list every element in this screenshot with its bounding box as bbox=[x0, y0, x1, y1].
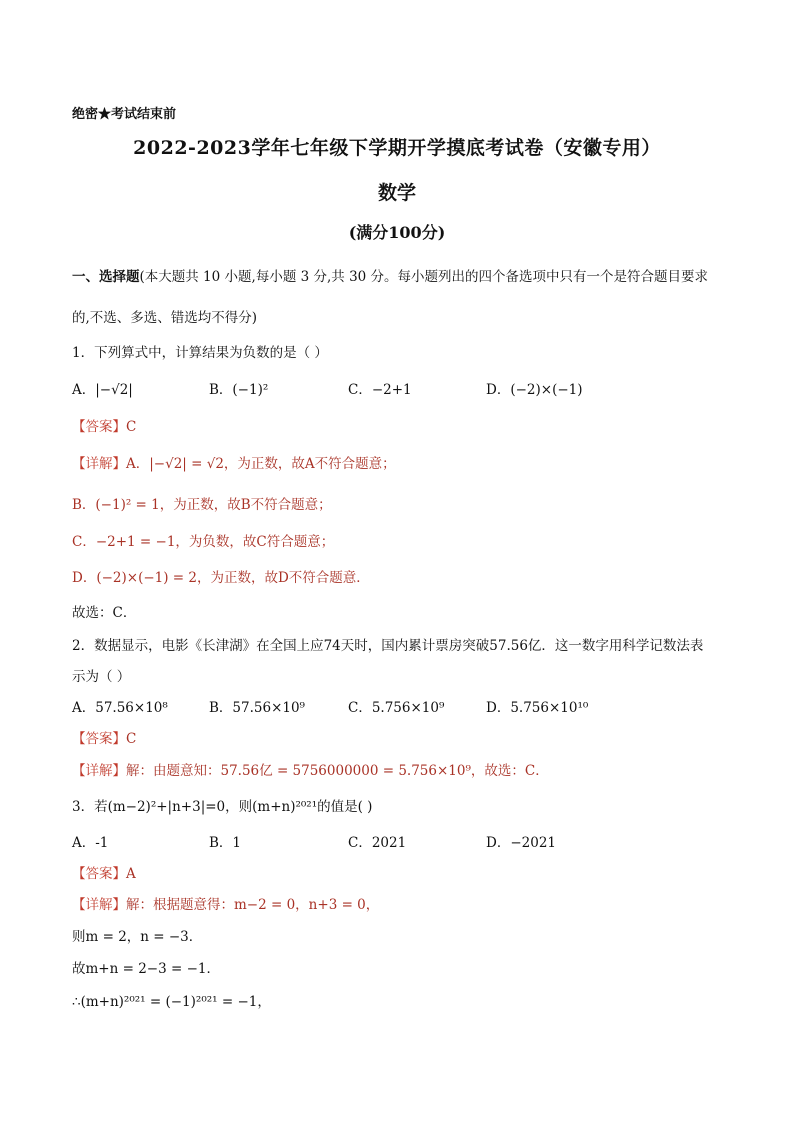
section-title: 一、选择题 bbox=[72, 269, 140, 285]
q1-detail-5: 故选：C． bbox=[72, 605, 137, 621]
q3-detail-3: 故m+n = 2−3 = −1． bbox=[72, 961, 220, 977]
q3-option-c: C．2021 bbox=[348, 835, 407, 851]
question-1-stem: 1．下列算式中，计算结果为负数的是（ ） bbox=[72, 345, 328, 361]
detail-text: A．|−√2| = √2，为正数，故A不符合题意； bbox=[126, 456, 396, 472]
q1-option-c: C．−2+1 bbox=[348, 382, 412, 398]
section-desc-2: 的,不选、多选、错选均不得分) bbox=[72, 310, 258, 326]
answer-value: C bbox=[126, 419, 137, 435]
q2-option-a: A．57.56×10⁸ bbox=[72, 700, 168, 716]
q3-detail-1 bbox=[72, 893, 379, 913]
answer-value: A bbox=[126, 866, 136, 882]
q1-option-a: A．|−√2| bbox=[72, 382, 133, 398]
question-3-stem: 3．若(m−2)²+|n+3|=0，则(m+n)²⁰²¹的值是( ) bbox=[72, 799, 373, 815]
full-score: (满分100分) bbox=[348, 223, 446, 242]
q3-option-d: D．−2021 bbox=[486, 835, 556, 851]
detail-tag: 【详解】 bbox=[72, 897, 126, 913]
answer-tag: 【答案】 bbox=[72, 866, 126, 882]
exam-title: 2022-2023学年七年级下学期开学摸底考试卷（安徽专用） bbox=[133, 137, 661, 159]
answer-value: C bbox=[126, 731, 137, 747]
q2-answer bbox=[72, 727, 136, 747]
q1-detail-4: D．(−2)×(−1) = 2，为正数，故D不符合题意． bbox=[72, 570, 370, 586]
answer-tag: 【答案】 bbox=[72, 419, 126, 435]
detail-text: 解：由题意知：57.56亿 = 5756000000 = 5.756×10⁹，故选：C． bbox=[126, 763, 549, 779]
q1-detail-1 bbox=[72, 452, 396, 472]
subject-title: 数学 bbox=[377, 182, 416, 204]
q3-option-b: B．1 bbox=[209, 835, 242, 851]
q2-option-d: D．5.756×10¹⁰ bbox=[486, 700, 589, 716]
q2-option-c: C．5.756×10⁹ bbox=[348, 700, 445, 716]
q3-detail-2: 则m = 2，n = −3． bbox=[72, 929, 203, 945]
q3-option-a: A．-1 bbox=[72, 835, 109, 851]
q1-detail-3: C．−2+1 = −1，为负数，故C符合题意； bbox=[72, 534, 335, 550]
detail-text: 解：根据题意得：m−2 = 0，n+3 = 0， bbox=[126, 897, 380, 913]
q3-detail-4: ∴(m+n)²⁰²¹ = (−1)²⁰²¹ = −1， bbox=[72, 994, 271, 1010]
confidential-label: 绝密★考试结束前 bbox=[72, 107, 177, 122]
q3-answer bbox=[72, 862, 136, 882]
question-2-stem-2: 示为（ ） bbox=[72, 669, 131, 685]
q1-option-b: B．(−1)² bbox=[209, 382, 269, 398]
question-2-stem-1: 2．数据显示，电影《长津湖》在全国上应74天时，国内累计票房突破57.56亿．这一数字用科学记数法表 bbox=[72, 638, 704, 654]
q1-answer bbox=[72, 415, 136, 435]
detail-tag: 【详解】 bbox=[72, 456, 126, 472]
section-heading bbox=[72, 265, 708, 285]
section-desc-1: (本大题共 10 小题,每小题 3 分,共 30 分。每小题列出的四个备选项中只有一个是符合题目要求 bbox=[139, 269, 709, 285]
answer-tag: 【答案】 bbox=[72, 731, 126, 747]
q2-detail-1 bbox=[72, 759, 549, 779]
q1-option-d: D．(−2)×(−1) bbox=[486, 382, 583, 398]
detail-tag: 【详解】 bbox=[72, 763, 126, 779]
q1-detail-2: B．(−1)² = 1，为正数，故B不符合题意； bbox=[72, 497, 332, 513]
q2-option-b: B．57.56×10⁹ bbox=[209, 700, 305, 716]
